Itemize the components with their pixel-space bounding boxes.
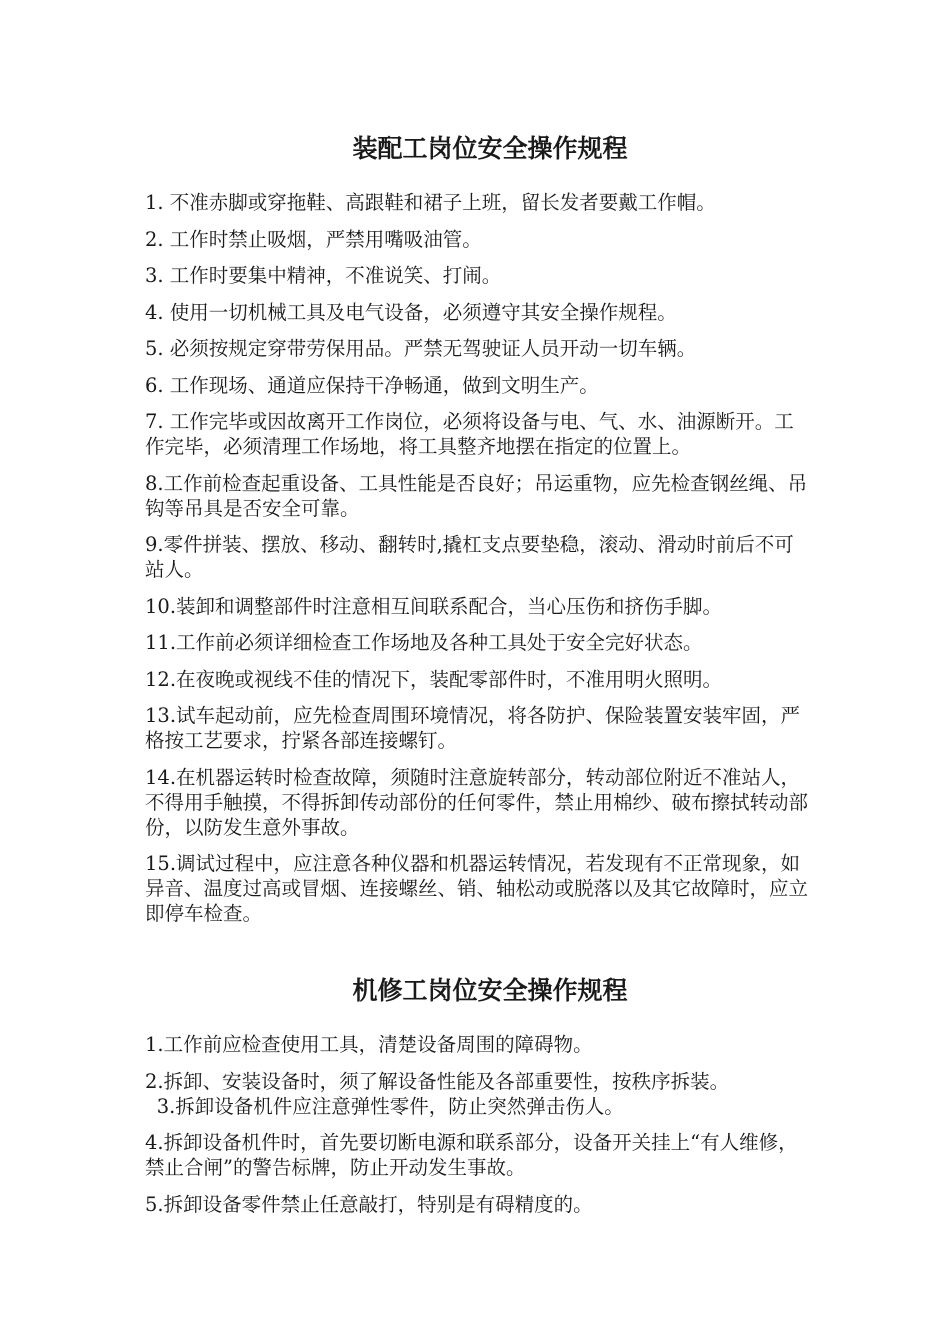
section-title-maintenance: 机修工岗位安全操作规程 — [352, 976, 628, 1005]
rule-item: 4. 使用一切机械工具及电气设备，必须遵守其安全操作规程。 — [145, 300, 677, 324]
rule-item: 13.试车起动前，应先检查周围环境情况，将各防护、保险装置安装牢固，严格按工艺要求，拧紧各部连接螺钉。 — [145, 704, 801, 752]
maintenance-rules-list — [145, 1032, 810, 1228]
rule-item: 10.装卸和调整部件时注意相互间联系配合，当心压伤和挤伤手脚。 — [145, 594, 723, 618]
rule-item: 7. 工作完毕或因故离开工作岗位，必须将设备与电、气、水、油源断开。工作完毕，必须清理工作场地，将工具整齐地摆在指定的位置上。 — [145, 410, 794, 458]
rule-item: 5.拆卸设备零件禁止任意敲打，特别是有碍精度的。 — [145, 1192, 593, 1216]
rule-item: 3. 工作时要集中精神，不准说笑、打闹。 — [145, 264, 502, 287]
rule-item: 3.拆卸设备机件应注意弹性零件，防止突然弹击伤人。 — [156, 1094, 624, 1118]
rule-item: 14.在机器运转时检查故障，须随时注意旋转部分，转动部位附近不准站人，不得用手触摸，不得拆卸传动部份的任何零件，禁止用棉纱、破布擦拭转动部份，以防发生意外事故。 — [145, 765, 809, 839]
rule-item: 2.拆卸、安装设备时，须了解设备性能及各部重要性，按秩序拆装。 — [145, 1069, 730, 1093]
section-title-assembly: 装配工岗位安全操作规程 — [352, 134, 628, 163]
rule-item: 15.调试过程中，应注意各种仪器和机器运转情况，若发现有不正常现象，如异音、温度过高或冒烟、连接螺丝、销、轴松动或脱落以及其它故障时，应立即停车检查。 — [145, 852, 809, 925]
rule-item: 11.工作前必须详细检查工作场地及各种工具处于安全完好状态。 — [145, 631, 703, 654]
rule-item: 5. 必须按规定穿带劳保用品。严禁无驾驶证人员开动一切车辆。 — [145, 337, 697, 360]
assembly-rules-list — [145, 190, 810, 938]
rule-item: 1. 不准赤脚或穿拖鞋、高跟鞋和裙子上班，留长发者要戴工作帽。 — [145, 191, 716, 214]
rule-item: 2. 工作时禁止吸烟，严禁用嘴吸油管。 — [145, 227, 482, 251]
rule-item: 9.零件拼装、摆放、移动、翻转时,撬杠支点要垫稳，滚动、滑动时前后不可站人。 — [145, 533, 794, 581]
rule-item: 1.工作前应检查使用工具，清楚设备周围的障碍物。 — [145, 1033, 593, 1056]
rule-item: 12.在夜晚或视线不佳的情况下，装配零部件时，不准用明火照明。 — [145, 667, 723, 691]
rule-item: 6. 工作现场、通道应保持干净畅通，做到文明生产。 — [145, 373, 599, 397]
rule-item: 4.拆卸设备机件时，首先要切断电源和联系部分，设备开关挂上“有人维修，禁止合闸”的警告标牌，防止开动发生事故。 — [145, 1131, 798, 1179]
rule-item: 8.工作前检查起重设备、工具性能是否良好；吊运重物，应先检查钢丝绳、吊钩等吊具是否安全可靠。 — [145, 471, 808, 520]
